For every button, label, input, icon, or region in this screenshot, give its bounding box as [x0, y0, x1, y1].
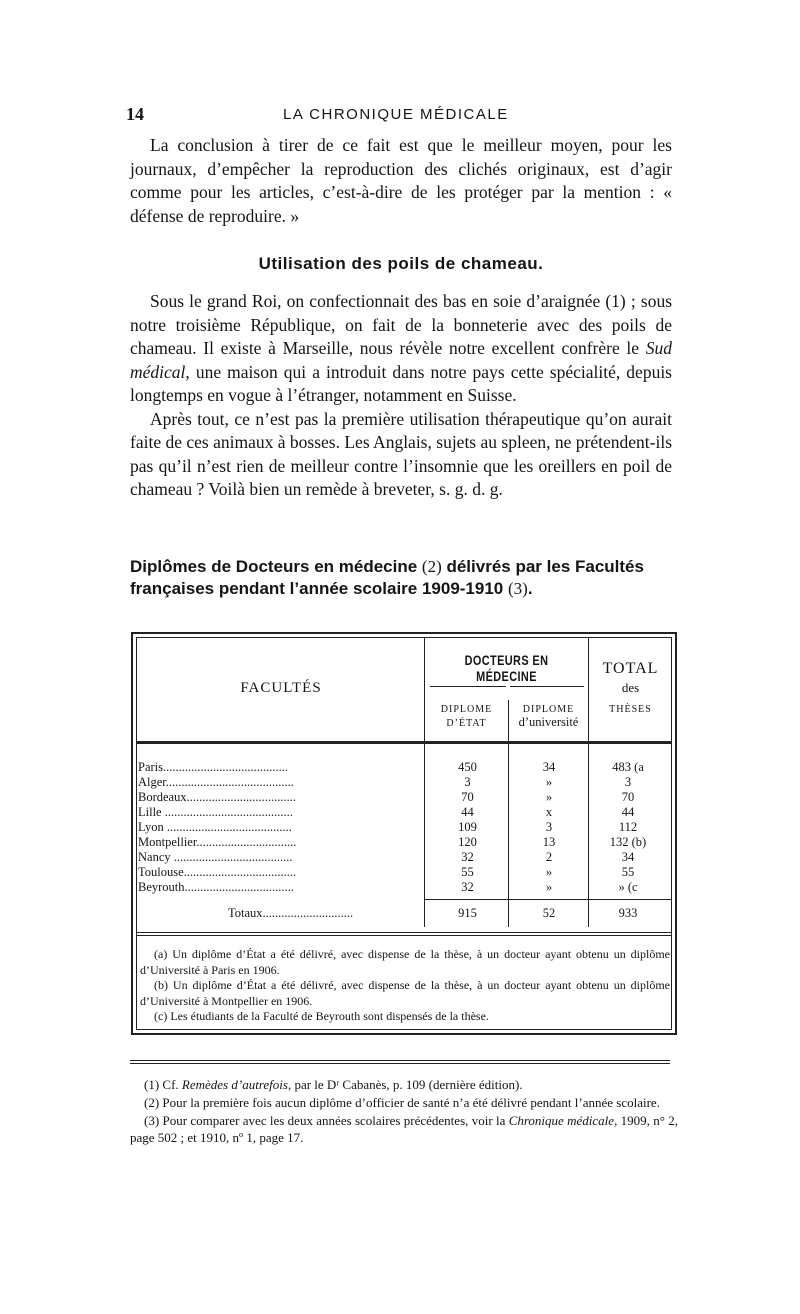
notes-rule-1: [136, 932, 672, 933]
table-row: [138, 820, 672, 835]
footnote-3-title: Chronique médicale: [508, 1113, 615, 1128]
paragraph-1-part-b: , une maison qui a introduit dans notre pays cette spécialité, depuis longtemps en vogue à l’étranger, notamment en Suisse.: [130, 361, 672, 405]
footnote-1-title: Remèdes d’autrefois: [181, 1077, 288, 1092]
table-title-ref-3: (3): [507, 579, 528, 598]
row-univ: »: [545, 865, 553, 879]
row-univ: 3: [545, 820, 553, 834]
section-paragraph-1: [130, 290, 672, 408]
row-total: » (c: [618, 880, 638, 894]
row-faculte: Montpellier................................: [138, 835, 297, 849]
footnote-2: (2) Pour la première fois aucun diplôme d’officier de santé n’a été délivré pendant l’année scolaire.: [144, 1095, 660, 1110]
sum-rule: [425, 899, 672, 900]
footnote-1-a: (1) Cf.: [144, 1077, 182, 1092]
row-etat: 32: [461, 850, 474, 864]
table-note-b: (b) Un diplôme d’État a été délivré, avec dispense de la thèse, à un docteur ayant obtenu un diplôme d’Université à Montpellier en 1906.: [140, 978, 670, 1008]
row-total: 55: [621, 865, 635, 879]
journal-title: Sud médical: [130, 338, 672, 382]
row-univ: »: [545, 775, 553, 789]
header-diplome-univ-2: d’université: [518, 715, 579, 729]
table-row: [138, 850, 672, 865]
page-number: 14: [126, 104, 144, 124]
row-faculte: Toulouse....................................: [138, 865, 297, 879]
notes-rule-2: [136, 935, 672, 936]
footnote-3-b: , 1909, n° 2, page 502 ; et 1910, nº 1, page 17.: [130, 1113, 679, 1145]
table-title-a: Diplômes de Docteurs en médecine: [130, 557, 422, 576]
header-facultes: FACULTÉS: [240, 680, 322, 696]
section-paragraph-2: Après tout, ce n’est pas la première utilisation thérapeutique qu’on aurait faite de ces animaux à bosses. Les Anglais, sujets au spleen, ne prétendent-ils pas qu’il n’est rien de meilleur contre l’insomnie que les oreillers en poil de chameau ? Voilà bien un remède à breveter, s. g. d. g.: [130, 408, 672, 499]
table-note-c: (c) Les étudiants de la Faculté de Beyrouth sont dispensés de la thèse.: [154, 1009, 489, 1024]
brace-right: [510, 686, 584, 687]
row-etat: 70: [461, 790, 474, 804]
row-etat: 450: [458, 760, 477, 774]
row-total: 132 (b): [609, 835, 647, 849]
footnote-3: [130, 1112, 678, 1146]
header-docteurs-medecine: DOCTEURS EN MÉDECINE: [464, 652, 549, 684]
row-etat: 120: [458, 835, 477, 849]
row-faculte: Paris........................................: [138, 760, 288, 774]
table-notes: [140, 947, 670, 1025]
footnote-1: [130, 1076, 678, 1093]
row-univ: »: [545, 790, 553, 804]
row-total: 70: [621, 790, 635, 804]
table-row: [138, 760, 672, 775]
table-row: [138, 805, 672, 820]
intro-paragraph: [130, 134, 672, 228]
row-etat: 55: [461, 865, 474, 879]
footnote-rule: [130, 1060, 670, 1061]
row-total: 44: [621, 805, 635, 819]
brace-left: [430, 686, 506, 687]
row-univ: 2: [545, 850, 553, 864]
totals-label: Totaux.............................: [228, 906, 354, 920]
table-row: [138, 775, 672, 790]
header-total: TOTAL: [602, 660, 659, 677]
row-faculte: Alger.........................................: [138, 775, 294, 789]
table-title: [130, 556, 678, 600]
footnotes: [130, 1076, 678, 1147]
row-faculte: Lyon ........................................: [138, 820, 292, 834]
totals-total: 933: [618, 906, 638, 920]
row-total: 483 (a: [612, 760, 644, 774]
table-row: [138, 880, 672, 895]
row-faculte: Beyrouth...................................: [138, 880, 294, 894]
section-body: [130, 290, 672, 502]
row-faculte: Nancy ......................................: [138, 850, 293, 864]
row-etat: 3: [464, 775, 471, 789]
row-total: 3: [624, 775, 632, 789]
table-row: [138, 865, 672, 880]
table-row: [138, 835, 672, 850]
totals-row: [138, 906, 672, 921]
totals-univ: 52: [542, 906, 556, 920]
paragraph-1-part-a: Sous le grand Roi, on confectionnait des bas en soie d’araignée (1) ; sous notre troisième République, on fait de la bonneterie avec des poils de chameau. Il existe à Marseille, nous révèle notre excellent confrère le: [130, 291, 672, 358]
row-univ: 13: [542, 835, 556, 849]
header-rule: [136, 741, 672, 744]
row-etat: 44: [461, 805, 474, 819]
row-etat: 109: [458, 820, 477, 834]
row-faculte: Lille .........................................: [138, 805, 293, 819]
footnote-rule-2: [130, 1063, 670, 1064]
intro-text: La conclusion à tirer de ce fait est que le meilleur moyen, pour les journaux, d’empêcher la reproduction des clichés originaux, est d’agir comme pour les articles, c’est-à-dire de les protéger par la mention : « défense de reproduire. »: [130, 135, 672, 226]
header-diplome-univ-1: DIPLOME: [522, 704, 575, 715]
table-title-b: délivrés par les Facultés françaises pendant l’année scolaire 1909-1910: [130, 557, 644, 598]
header-diplome-etat-1: DIPLOME: [440, 704, 493, 715]
header-total-des: des: [621, 680, 640, 695]
row-univ: »: [545, 880, 553, 894]
table-title-ref-2: (2): [421, 557, 442, 576]
row-univ: x: [545, 805, 553, 819]
row-total: 34: [621, 850, 635, 864]
footnote-3-a: (3) Pour comparer avec les deux années scolaires précédentes, voir la: [144, 1113, 509, 1128]
totals-etat: 915: [458, 906, 477, 920]
row-total: 112: [618, 820, 638, 834]
table-note-a: (a) Un diplôme d’État a été délivré, avec dispense de la thèse, à un docteur ayant obtenu un diplôme d’Université à Paris en 1906.: [140, 947, 670, 977]
section-title: Utilisation des poils de chameau.: [258, 254, 544, 273]
row-univ: 34: [542, 760, 556, 774]
table-row: [138, 790, 672, 805]
header-theses: THÈSES: [609, 704, 652, 715]
footnote-1-b: , par le Dʳ Cabanès, p. 109 (dernière édition).: [287, 1077, 523, 1092]
running-head: LA CHRONIQUE MÉDICALE: [283, 106, 509, 123]
header-diplome-etat-2: D’ÉTAT: [446, 718, 487, 729]
table-title-c: .: [527, 579, 533, 598]
row-faculte: Bordeaux...................................: [138, 790, 296, 804]
row-etat: 32: [461, 880, 474, 894]
